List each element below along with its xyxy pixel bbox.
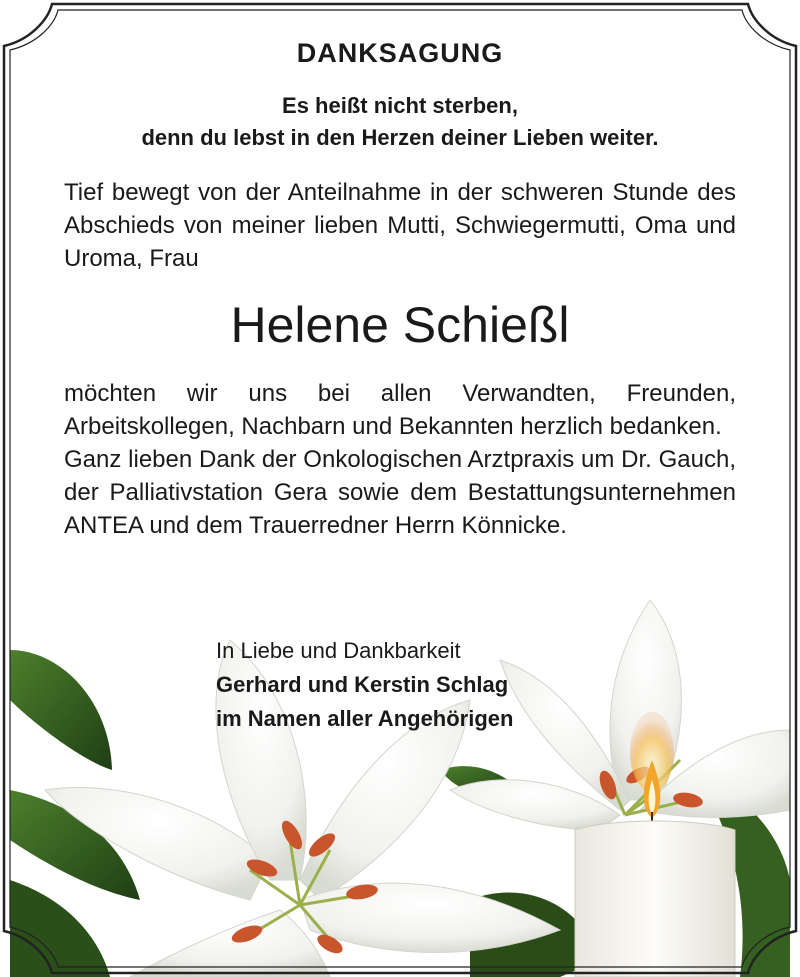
intro-paragraph: Tief bewegt von der Anteilnahme in der schweren Stunde des Abschieds von meiner lieben Mutti, Schwiegermutti, Oma und Uroma, Frau xyxy=(64,179,736,272)
motto-line-1: Es heißt nicht sterben, xyxy=(282,93,518,118)
motto-line-2: denn du lebst in den Herzen deiner Lieben weiter. xyxy=(141,125,659,150)
thanks-paragraph-2: Ganz lieben Dank der Onkologischen Arztpraxis um Dr. Gauch, der Palliativstation Gera sowie dem Bestattungsunternehmen ANTEA und dem Trauerredner Herrn Könnicke. xyxy=(64,446,736,539)
signers-note: im Namen aller Angehörigen xyxy=(216,706,514,731)
signers-line: Gerhard und Kerstin Schlag xyxy=(216,672,509,697)
deceased-name: Helene Schießl xyxy=(230,297,570,353)
thanks-block xyxy=(64,377,736,542)
closing-line: In Liebe und Dankbarkeit xyxy=(216,638,461,663)
notice-heading: DANKSAGUNG xyxy=(296,38,504,68)
thanks-paragraph-1: möchten wir uns bei allen Verwandten, Freunden, Arbeitskollegen, Nachbarn und Bekannten herzlich bedanken. xyxy=(64,380,736,440)
motto xyxy=(44,90,756,154)
signature-block xyxy=(216,634,696,736)
